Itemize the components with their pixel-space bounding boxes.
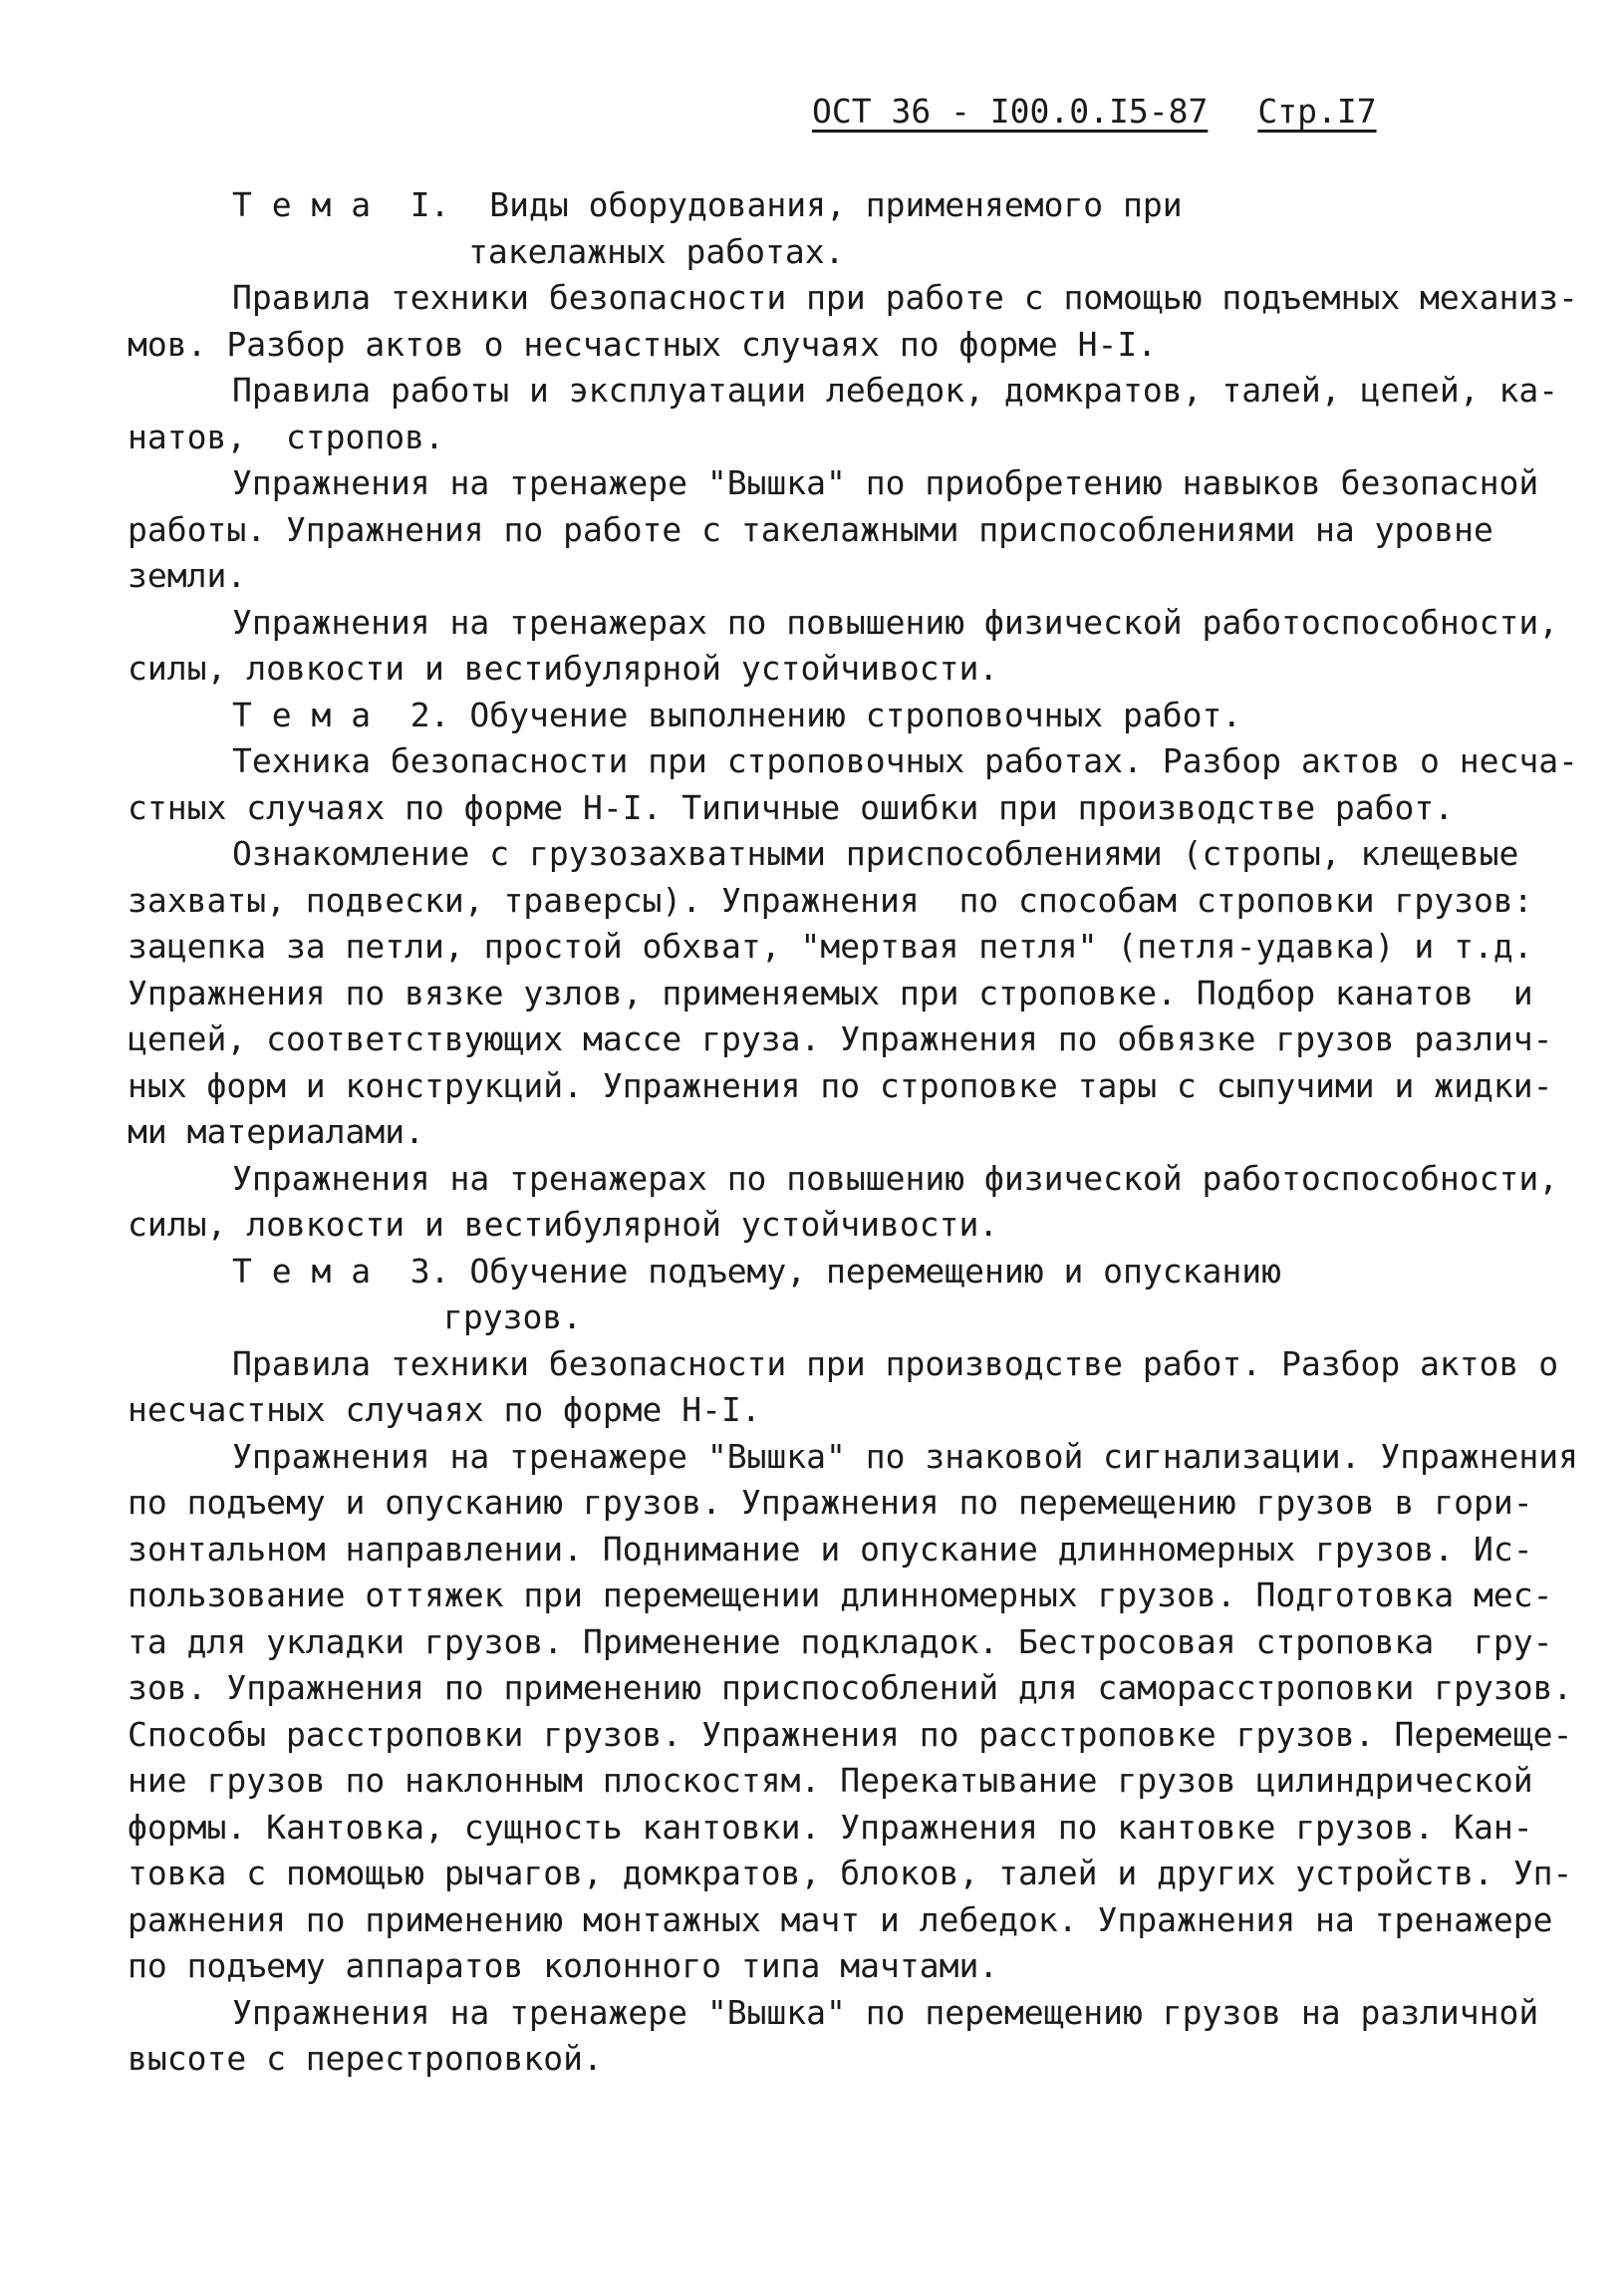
text-line: зацепка за петли, простой обхват, "мертвая петля" (петля-удавка) и т.д. [128, 927, 1533, 966]
text-line: зов. Упражнения по применению приспособлений для саморасстроповки грузов. [128, 1668, 1573, 1707]
text-line: зонтальном направлении. Поднимание и опускание длинномерных грузов. Ис- [128, 1529, 1533, 1569]
text-line: такелажных работах. [468, 231, 845, 271]
text-line: натов, стропов. [128, 417, 444, 456]
text-line: Упражнения на тренажере "Вышка" по знаковой сигнализации. Упражнения [232, 1436, 1579, 1476]
text-line: силы, ловкости и вестибулярной устойчивости. [128, 649, 999, 688]
text-line: цепей, соответствующих массе груза. Упражнения по обвязке грузов различ- [128, 1019, 1553, 1058]
text-line: Правила техники безопасности при производстве работ. Разбор актов о [232, 1343, 1559, 1383]
text-line: Т е м а 3. Обучение подъему, перемещению и опусканию [232, 1251, 1281, 1291]
text-line: ние грузов по наклонным плоскостям. Перекатывание грузов цилиндрической [128, 1761, 1533, 1800]
text-line: грузов. [443, 1297, 583, 1336]
text-line: захваты, подвески, траверсы). Упражнения по способам строповки грузов: [128, 880, 1533, 920]
text-line: Упражнения по вязке узлов, применяемых при строповке. Подбор канатов и [128, 973, 1533, 1012]
text-line: ражнения по применению монтажных мачт и лебедок. Упражнения на тренажере [128, 1899, 1553, 1939]
text-line: Упражнения на тренажере "Вышка" по приобретению навыков безопасной [232, 463, 1539, 502]
text-line: стных случаях по форме Н-I. Типичные ошибки при производстве работ. [128, 787, 1455, 827]
text-line: Т е м а 2. Обучение выполнению строповочных работ. [232, 695, 1242, 734]
text-line: Упражнения на тренажере "Вышка" по перемещению грузов на различной [232, 1992, 1539, 2032]
text-line: по подъему аппаратов колонного типа мачтами. [128, 1946, 999, 1985]
text-line: Т е м а I. Виды оборудования, применяемого при [232, 185, 1183, 224]
text-line: ми материалами. [128, 1112, 425, 1151]
text-line: земли. [128, 556, 247, 595]
text-line: работы. Упражнения по работе с такелажными приспособлениями на уровне [128, 509, 1493, 549]
text-line: формы. Кантовка, сущность кантовки. Упражнения по кантовке грузов. Кан- [128, 1807, 1533, 1847]
document-body [128, 182, 1579, 2083]
text-line: Правила техники безопасности при работе с помощью подъемных механиз- [232, 278, 1579, 317]
page-number: Стр.I7 [1257, 92, 1377, 131]
text-line: пользование оттяжек при перемещении длинномерных грузов. Подготовка мес- [128, 1576, 1553, 1614]
text-line: Упражнения на тренажерах по повышению физической работоспособности, [232, 602, 1559, 642]
text-line: Правила работы и эксплуатации лебедок, домкратов, талей, цепей, ка- [232, 371, 1559, 410]
text-line: Техника безопасности при строповочных работах. Разбор актов о несча- [232, 741, 1579, 780]
text-line: та для укладки грузов. Применение подкладок. Бестросовая строповка гру- [128, 1621, 1553, 1661]
text-line: несчастных случаях по форме Н-I. [128, 1390, 761, 1429]
text-line: по подъему и опусканию грузов. Упражнения по перемещению грузов в гори- [128, 1483, 1533, 1522]
page-header [812, 92, 1377, 131]
text-line: Ознакомление с грузозахватными приспособлениями (стропы, клещевые [232, 834, 1519, 873]
text-line: высоте с перестроповкой. [128, 2039, 603, 2078]
document-code: ОСТ 36 - I00.0.I5-87 [812, 92, 1209, 131]
text-line: Упражнения на тренажерах по повышению физической работоспособности, [232, 1158, 1559, 1198]
text-line: ных форм и конструкций. Упражнения по строповке тары с сыпучими и жидки- [128, 1065, 1553, 1105]
text-line: мов. Разбор актов о несчастных случаях по форме Н-I. [128, 324, 1158, 364]
text-line: товка с помощью рычагов, домкратов, блоков, талей и других устройств. Уп- [128, 1854, 1573, 1892]
text-line: Способы расстроповки грузов. Упражнения по расстроповке грузов. Перемеще- [128, 1714, 1573, 1754]
text-line: силы, ловкости и вестибулярной устойчивости. [128, 1205, 999, 1244]
